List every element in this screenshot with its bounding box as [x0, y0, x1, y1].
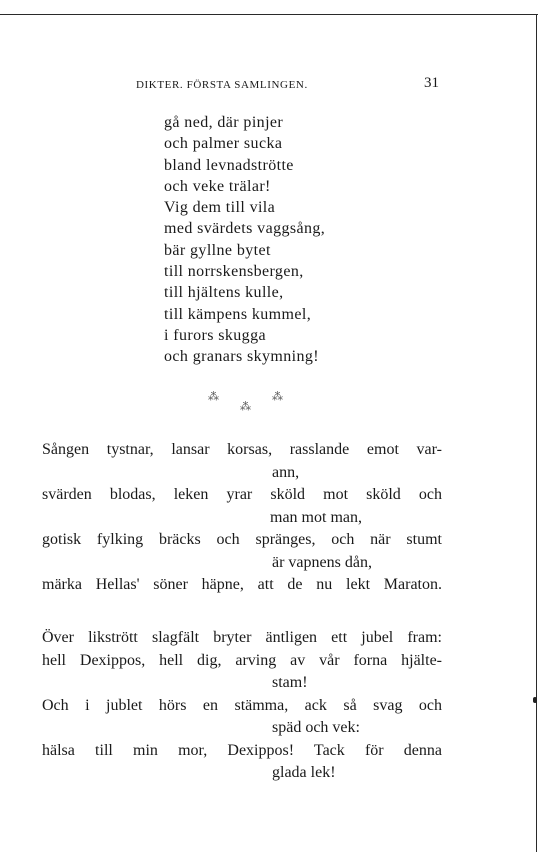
- verse-line-continuation: glada lek!: [272, 764, 336, 781]
- section-break-ornament: ⁂: [272, 391, 283, 403]
- verse-line-continuation: ann,: [272, 463, 300, 481]
- short-line-stanza: [164, 112, 325, 368]
- top-border-rule: [0, 14, 538, 15]
- verse-line-continuation: är vapnens dån,: [272, 553, 372, 571]
- verse-line: [42, 439, 442, 484]
- stanza-line: bär gyllne bytet: [164, 241, 271, 259]
- stanza-line: gå ned, där pinjer: [164, 114, 284, 131]
- verse-line-text: Och i jublet hörs en stämma, ack så svag och: [42, 696, 442, 714]
- verse-line-text: märka Hellas' söner häpne, att de nu lekt Maraton.: [42, 576, 442, 593]
- verse-line-text: hell Dexippos, hell dig, arving av vår forna hjälte-: [42, 651, 442, 669]
- verse-line-continuation: stam!: [272, 674, 308, 691]
- running-head: DIKTER. FÖRSTA SAMLINGEN.: [136, 79, 308, 91]
- verse-line-text: hälsa till min mor, Dexippos! Tack för denna: [42, 741, 442, 759]
- verse-line: [42, 627, 442, 650]
- stanza-line: bland levnadströtte: [164, 156, 294, 174]
- verse-line-text: Sången tystnar, lansar korsas, rasslande emot var-: [42, 441, 442, 458]
- verse-line-text: gotisk fylking bräcks och spränges, och när stumt: [42, 531, 442, 548]
- stanza-line: med svärdets vaggsång,: [164, 220, 326, 238]
- stanza-line: i furors skugga: [164, 326, 266, 344]
- stanza-line: till hjältens kulle,: [164, 284, 284, 302]
- page-number: 31: [424, 75, 439, 91]
- stanza-line: och veke trälar!: [164, 177, 271, 195]
- stanza-line: Vig dem till vila: [164, 199, 276, 217]
- verse-line: [42, 529, 442, 574]
- verse-line-continuation: man mot man,: [270, 508, 362, 526]
- verse-line: [42, 650, 442, 695]
- verse-line-text: Över likstrött slagfält bryter äntligen ett jubel fram:: [42, 629, 442, 646]
- stanza-line: till norrskensbergen,: [164, 263, 304, 281]
- stanza-line: till kämpens kummel,: [164, 305, 312, 323]
- verse-line: [42, 484, 442, 529]
- verse-line: [42, 740, 442, 785]
- scan-speck-mark: [533, 697, 537, 703]
- long-line-verse-2: [42, 627, 442, 785]
- stanza-line: och granars skymning!: [164, 348, 320, 366]
- section-break-ornament: ⁂: [208, 391, 219, 403]
- verse-line: [42, 695, 442, 740]
- section-break-ornament: ⁂: [240, 401, 251, 413]
- long-line-verse-1: [42, 439, 442, 597]
- verse-line-continuation: späd och vek:: [272, 719, 360, 736]
- verse-line-text: svärden blodas, leken yrar sköld mot sköld och: [42, 486, 442, 503]
- stanza-line: och palmer sucka: [164, 135, 283, 153]
- verse-line: [42, 574, 442, 597]
- right-border-rule: [536, 14, 537, 852]
